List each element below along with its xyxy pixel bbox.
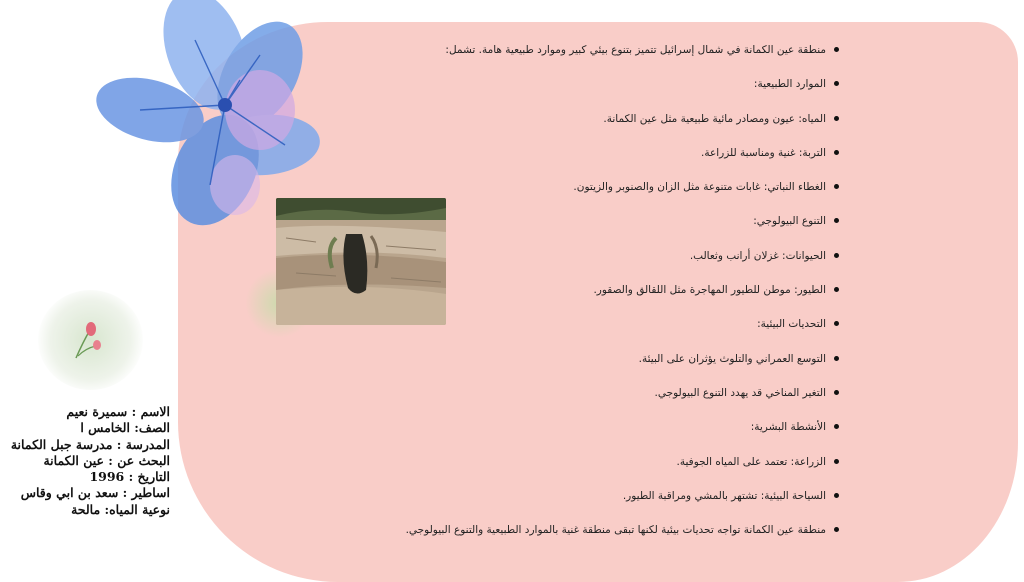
- list-item: التربة: غنية ومناسبة للزراعة.: [320, 144, 840, 178]
- legends: اساطير : سعد بن ابي وقاس: [20, 485, 170, 501]
- school-name: المدرسة : مدرسة جبل الكمانة: [10, 436, 170, 452]
- list-item: الموارد الطبيعية:: [320, 75, 840, 109]
- list-item: الطيور: موطن للطيور المهاجرة مثل اللقالق والصقور.: [320, 281, 840, 315]
- list-item: منطقة عين الكمانة في شمال إسرائيل تتميز بتنوع بيئي كبير وموارد طبيعية هامة. تشمل:: [320, 41, 840, 75]
- list-item: الحيوانات: غزلان أرانب وثعالب.: [320, 247, 840, 281]
- list-item: منطقة عين الكمانة تواجه تحديات بيئية لكنها تبقى منطقة غنية بالموارد الطبيعية والتنوع البيولوجي.: [320, 521, 840, 555]
- list-item: التغير المناخي قد يهدد التنوع البيولوجي.: [320, 384, 840, 418]
- list-item: التحديات البيئية:: [320, 315, 840, 349]
- date: التاريخ : 1996: [89, 469, 170, 485]
- list-item: الغطاء النباتي: غابات متنوعة مثل الزان والصنوبر والزيتون.: [320, 178, 840, 212]
- student-info: [4, 404, 170, 518]
- list-item: المياه: عيون ومصادر مائية طبيعية مثل عين الكمانة.: [320, 110, 840, 144]
- bullet-list: [320, 41, 840, 555]
- list-item: الزراعة: تعتمد على المياه الجوفية.: [320, 453, 840, 487]
- list-item: السياحة البيئية: تشتهر بالمشي ومراقبة الطيور.: [320, 487, 840, 521]
- bud-decoration: [38, 290, 143, 390]
- student-name: الاسم : سميرة نعيم: [66, 404, 170, 419]
- list-item: التوسع العمراني والتلوث يؤثران على البيئة.: [320, 350, 840, 384]
- research-topic: البحث عن : عين الكمانة: [43, 452, 170, 468]
- pink-tulip-bud-icon: [38, 290, 143, 390]
- list-item: الأنشطة البشرية:: [320, 418, 840, 452]
- student-class: الصف: الخامس ا: [80, 420, 170, 436]
- water-type: نوعية المياه: مالحة: [71, 501, 170, 517]
- list-item: التنوع البيولوجي:: [320, 212, 840, 246]
